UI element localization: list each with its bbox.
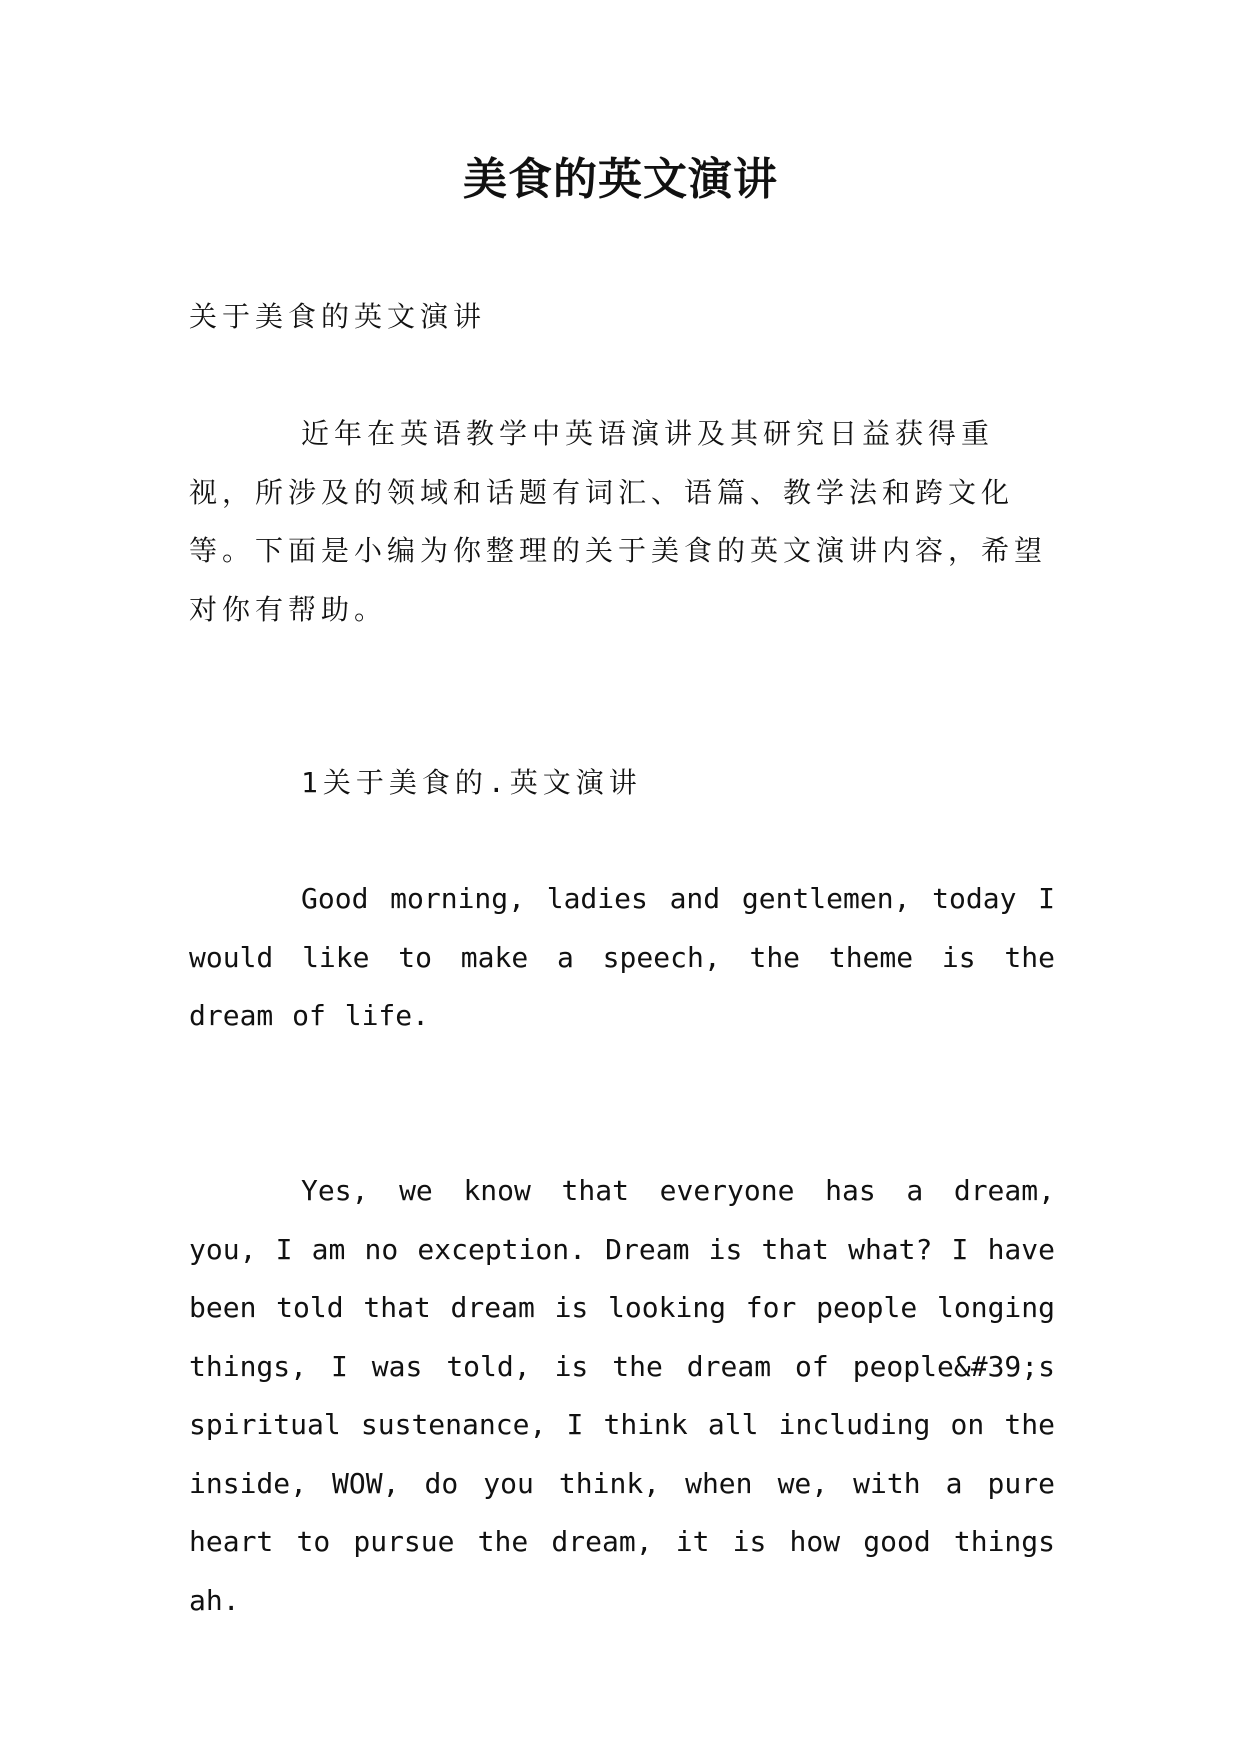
speech-paragraph: Yes, we know that everyone has a dream, you, I am no exception. Dream is that what? I have been told that dream is looking for people longing things, I was told, is the dream of people&#39;s spiritual sustenance, I think all including on the inside, WOW, do you think, when we, with a pure heart to pursue the dream, it is how good things ah.	[189, 1174, 1055, 1617]
speech-paragraph: Good morning, ladies and gentlemen, today I would like to make a speech, the theme is the dream of life.	[189, 882, 1055, 1032]
document-subtitle: 关于美食的英文演讲	[189, 300, 487, 333]
section-heading: 1关于美食的.英文演讲	[301, 766, 642, 799]
intro-paragraph: 近年在英语教学中英语演讲及其研究日益获得重视，所涉及的领域和话题有词汇、语篇、教学法和跨文化等。下面是小编为你整理的关于美食的英文演讲内容，希望对你有帮助。	[189, 417, 1048, 626]
document-title: 美食的英文演讲	[463, 154, 778, 205]
